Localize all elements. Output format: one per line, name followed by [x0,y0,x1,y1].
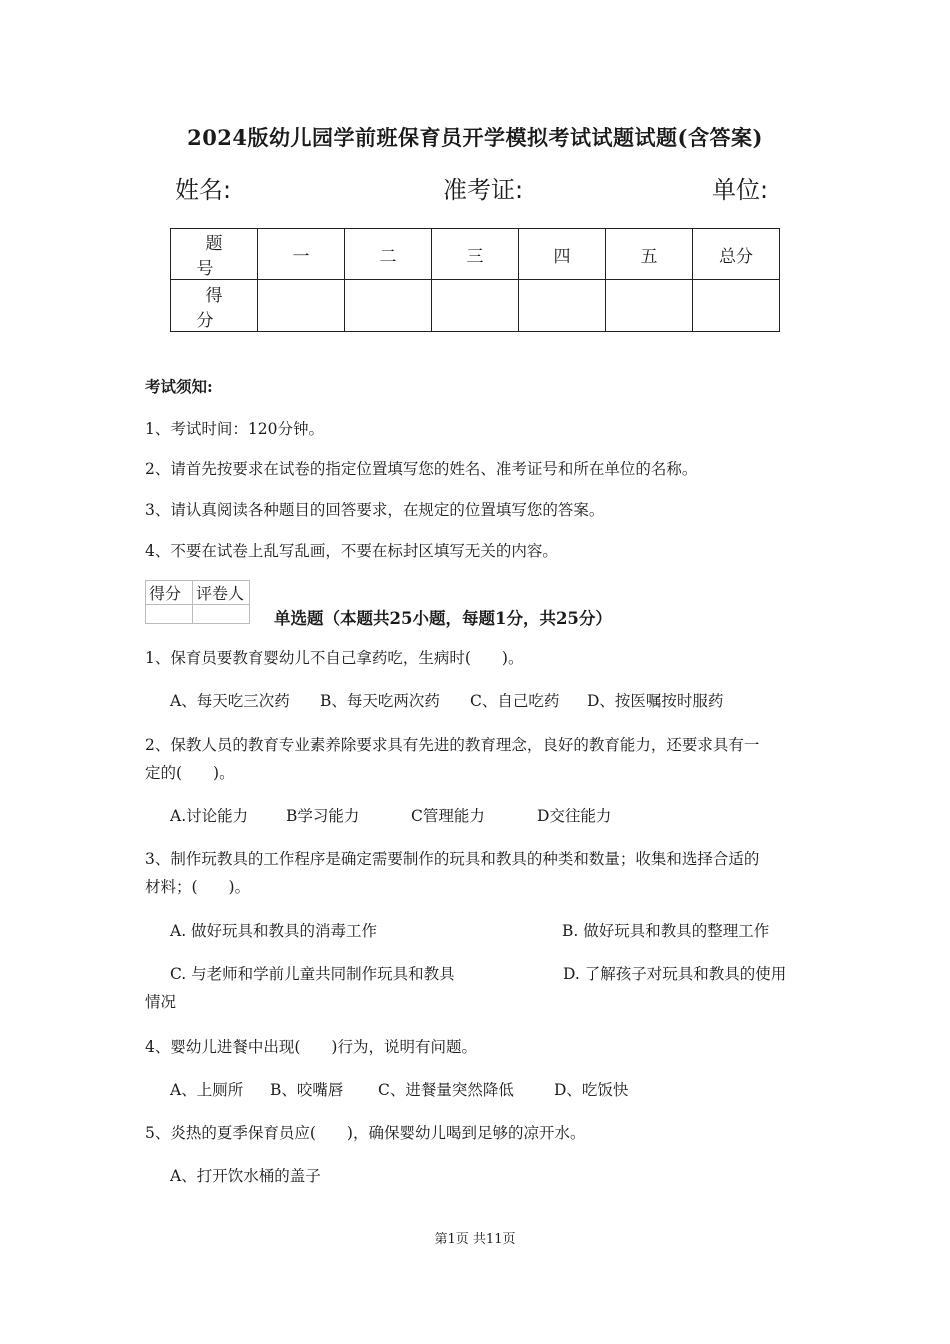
unit-label: 单位: [712,176,769,204]
question-3-option-d-line2: 情况 [145,993,177,1011]
column-head-5: 五 [606,229,693,280]
score-cell-5 [606,280,693,332]
section-title: 单选题（本题共25小题，每题1分，共25分） [274,609,612,628]
notice-heading: 考试须知: [145,377,213,396]
question-3-option-a: A. 做好玩具和教具的消毒工作 [170,922,378,940]
question-2-stem-line2: 定的( )。 [145,764,235,782]
score-table-score-row [171,280,780,332]
notice-item-1: 1、考试时间：120分钟。 [145,420,324,438]
candidate-info-row [175,170,785,202]
question-2-stem-line1: 2、保教人员的教育专业素养除要求具有先进的教育理念，良好的教育能力，还要求具有一 [145,736,760,754]
score-table [170,228,780,332]
column-head-4: 四 [519,229,606,280]
question-5-option-a: A、打开饮水桶的盖子 [170,1167,321,1185]
column-head-2: 二 [345,229,432,280]
column-head-1: 一 [258,229,345,280]
document-title: 2024版幼儿园学前班保育员开学模拟考试试题试题(含答案) [187,125,763,150]
question-2-option-b: B学习能力 [286,807,360,825]
question-1-option-c: C、自己吃药 [470,692,560,710]
question-4-option-b: B、咬嘴唇 [270,1081,344,1099]
question-1-stem: 1、保育员要教育婴幼儿不自己拿药吃，生病时( )。 [145,649,524,667]
question-3-stem-line1: 3、制作玩教具的工作程序是确定需要制作的玩具和教具的种类和数量；收集和选择合适的 [145,850,760,868]
notice-item-4: 4、不要在试卷上乱写乱画，不要在标封区填写无关的内容。 [145,542,558,560]
name-label: 姓名: [175,176,232,204]
column-head-total: 总分 [693,229,780,280]
question-1-option-b: B、每天吃两次药 [320,692,440,710]
question-2-option-a: A.讨论能力 [170,807,249,825]
question-2-option-d: D交往能力 [537,807,612,825]
grader-box [145,580,250,624]
row-head-question-number: 题号 [171,229,258,280]
page-footer: 第1页 共11页 [434,1232,516,1247]
question-4-option-a: A、上厕所 [170,1081,244,1099]
score-cell-2 [345,280,432,332]
question-1-option-d: D、按医嘱按时服药 [587,692,724,710]
question-4-option-d: D、吃饭快 [554,1081,629,1099]
question-3-option-c: C. 与老师和学前儿童共同制作玩具和教具 [170,965,455,983]
notice-item-2: 2、请首先按要求在试卷的指定位置填写您的姓名、准考证号和所在单位的名称。 [145,460,698,478]
notice-item-3: 3、请认真阅读各种题目的回答要求，在规定的位置填写您的答案。 [145,501,605,519]
grader-reviewer-cell [193,605,250,624]
column-head-3: 三 [432,229,519,280]
grader-score-label: 得分 [146,581,193,605]
grader-reviewer-label: 评卷人 [193,581,250,605]
score-cell-3 [432,280,519,332]
question-3-stem-line2: 材料；( )。 [145,878,251,896]
question-4-stem: 4、婴幼儿进餐中出现( )行为，说明有问题。 [145,1038,477,1056]
question-4-option-c: C、进餐量突然降低 [378,1081,514,1099]
question-3-option-b: B. 做好玩具和教具的整理工作 [562,922,770,940]
question-1-option-a: A、每天吃三次药 [170,692,290,710]
question-2-option-c: C管理能力 [411,807,485,825]
score-cell-1 [258,280,345,332]
score-cell-4 [519,280,606,332]
score-cell-total [693,280,780,332]
score-table-header-row [171,229,780,280]
question-3-option-d-line1: D. 了解孩子对玩具和教具的使用 [563,965,787,983]
exam-id-label: 准考证: [443,176,524,204]
question-5-stem: 5、炎热的夏季保育员应( )，确保婴幼儿喝到足够的凉开水。 [145,1124,586,1142]
row-head-score: 得分 [171,280,258,332]
grader-score-cell [146,605,193,624]
